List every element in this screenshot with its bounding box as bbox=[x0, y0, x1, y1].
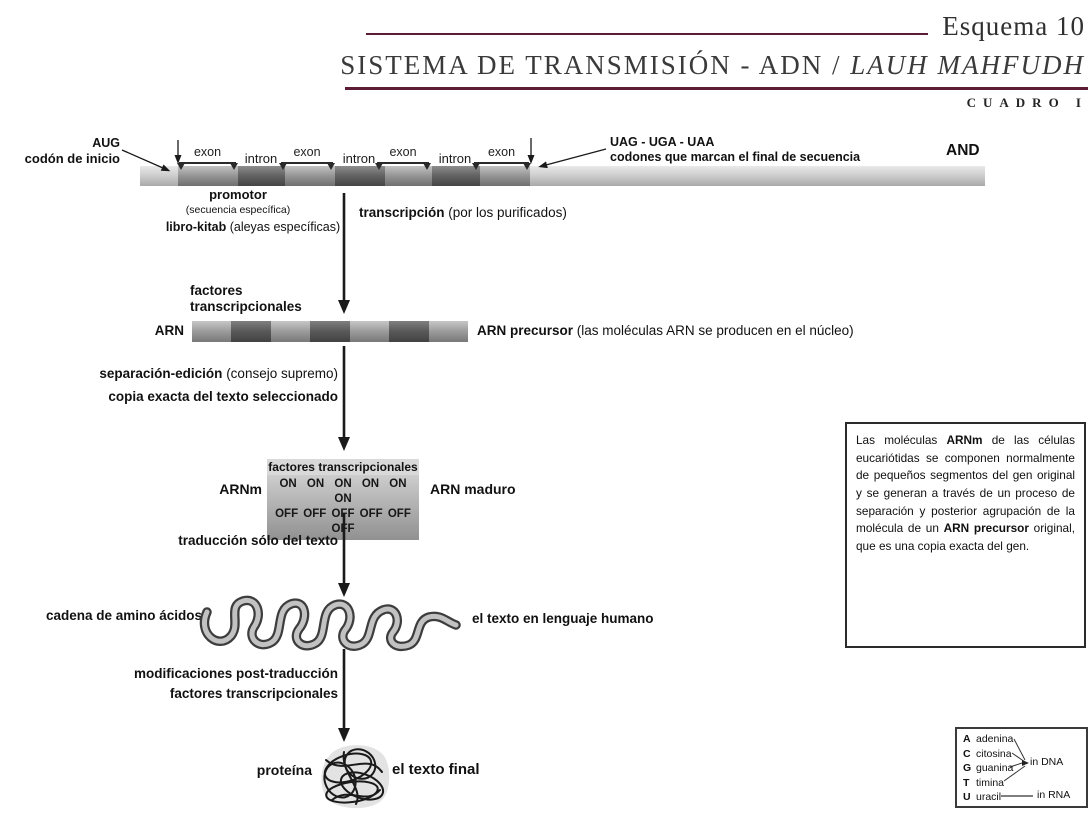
legend-row-citosina bbox=[963, 747, 1013, 762]
legend-name: guanina bbox=[976, 762, 1014, 774]
onoff-title: factores transcripcionales bbox=[268, 460, 418, 474]
promotor-label: promotor bbox=[209, 187, 267, 202]
final-text-label: el texto final bbox=[392, 761, 480, 778]
libro-kitab-label bbox=[150, 220, 356, 234]
separacion-line bbox=[30, 366, 338, 381]
header-rule-bottom bbox=[345, 87, 1088, 90]
codones-final-label: codones que marcan el final de secuencia bbox=[610, 150, 861, 164]
page-title-italic: LAUH MAHFUDH bbox=[850, 50, 1085, 80]
in-dna-label: in DNA bbox=[1030, 756, 1064, 768]
dna-segment-lead bbox=[140, 166, 178, 186]
legend-row-timina bbox=[963, 776, 1013, 791]
protein-label: proteína bbox=[256, 762, 312, 778]
on-row: ON ON ON ON ON ON bbox=[279, 478, 407, 505]
schema-number: Esquema 10 bbox=[942, 11, 1085, 41]
infobox-seg1: Las moléculas bbox=[856, 433, 947, 447]
libro-kitab-rest: (aleyas específicas) bbox=[226, 220, 341, 234]
legend-name: citosina bbox=[976, 747, 1012, 760]
stop-codon-callout bbox=[610, 135, 860, 165]
human-language-label: el texto en lenguaje humano bbox=[472, 611, 654, 626]
dna-segment-exon-1 bbox=[178, 166, 238, 186]
legend-letter: A bbox=[963, 733, 971, 745]
arn-maduro-label: ARN maduro bbox=[430, 481, 516, 497]
triangle-down-icon bbox=[177, 163, 185, 170]
arn-segment bbox=[389, 321, 429, 342]
off-row: OFF OFF OFF OFF OFF OFF bbox=[275, 508, 411, 535]
dna-segment-tail bbox=[530, 166, 985, 186]
arn-precursor-label bbox=[477, 323, 854, 338]
start-codon-callout bbox=[6, 136, 120, 166]
legend-row-adenina bbox=[963, 732, 1013, 747]
legend-row-guanina bbox=[963, 761, 1013, 776]
legend-row-uracil bbox=[963, 790, 1013, 805]
libro-kitab-bold: libro-kitab bbox=[165, 220, 227, 234]
legend-letter: G bbox=[963, 762, 972, 774]
transcription-factors-callout bbox=[190, 283, 302, 315]
legend-letter: C bbox=[963, 747, 971, 760]
triangle-down-icon bbox=[523, 163, 531, 170]
arn-label: ARN bbox=[154, 323, 184, 338]
infobox-seg4: ARN precursor bbox=[943, 521, 1029, 536]
promotor-sub-label: (secuencia específica) bbox=[185, 204, 291, 216]
protein-blob bbox=[319, 743, 389, 808]
precursor-bold: ARN precursor bbox=[477, 323, 574, 338]
arn-segment bbox=[429, 321, 468, 342]
infobox-seg2: ARNm bbox=[946, 433, 983, 447]
in-rna-label: in RNA bbox=[1037, 789, 1071, 801]
arn-segment bbox=[231, 321, 271, 342]
onoff-box bbox=[267, 459, 419, 540]
exon-marker-4 bbox=[474, 145, 529, 164]
header-rule-top bbox=[366, 33, 928, 35]
amino-chain-squiggle bbox=[204, 600, 456, 646]
uag-pointer-arrow bbox=[546, 149, 606, 165]
promoter-callout bbox=[168, 188, 308, 217]
legend-name: uracil bbox=[976, 791, 1002, 803]
onoff-body bbox=[267, 475, 419, 540]
arn-segment bbox=[192, 321, 231, 342]
arnm-info-box bbox=[845, 422, 1086, 648]
factores-line2: transcripcionales bbox=[190, 299, 302, 314]
infobox-seg5: original, que es una copia exacta del gen. bbox=[856, 521, 1075, 554]
exon-marker-1 bbox=[179, 145, 236, 164]
codon-inicio-label: codón de inicio bbox=[24, 151, 120, 166]
arn-segment bbox=[310, 321, 350, 342]
exon-label: exon bbox=[389, 145, 417, 159]
separacion-rest: (consejo supremo) bbox=[222, 366, 338, 381]
post-translation-callout bbox=[50, 666, 338, 701]
page-title bbox=[340, 50, 1085, 81]
nucleotide-legend-box bbox=[955, 727, 1088, 808]
exon-label: exon bbox=[487, 145, 516, 159]
transcription-step-label bbox=[359, 205, 567, 220]
in-dna-arrowhead-icon bbox=[1022, 760, 1029, 766]
separacion-bold: separación-edición bbox=[99, 366, 223, 381]
splicing-step-callout bbox=[30, 366, 338, 404]
arn-precursor-bar bbox=[192, 321, 468, 342]
legend-letter: T bbox=[963, 776, 970, 789]
dna-segment-intron-1 bbox=[238, 166, 285, 186]
dna-bar bbox=[140, 166, 985, 186]
amino-chain-label: cadena de amino ácidos bbox=[45, 608, 202, 623]
legend-rows bbox=[963, 732, 1013, 805]
precursor-rest: (las moléculas ARN se producen en el núcleo) bbox=[573, 323, 854, 338]
translation-step-label: traducción sólo del texto bbox=[178, 533, 338, 548]
exon-label: exon bbox=[293, 145, 321, 159]
intron-label-1: intron bbox=[244, 151, 278, 166]
arn-segment bbox=[350, 321, 389, 342]
arnm-label: ARNm bbox=[219, 481, 262, 497]
exon-marker-3 bbox=[377, 145, 429, 164]
copia-exacta-label: copia exacta del texto seleccionado bbox=[108, 389, 338, 404]
modificaciones-label: modificaciones post-traducción bbox=[133, 666, 338, 681]
exon-label: exon bbox=[193, 145, 222, 159]
factores-trans-label: factores transcripcionales bbox=[169, 686, 338, 701]
transcripcion-rest: (por los purificados) bbox=[444, 205, 567, 220]
intron-label-2: intron bbox=[342, 151, 376, 166]
uag-label: UAG - UGA - UAA bbox=[610, 135, 715, 149]
arn-segment bbox=[271, 321, 310, 342]
exon-marker-2 bbox=[281, 145, 333, 164]
intron-label-3: intron bbox=[438, 151, 472, 166]
page-title-main: SISTEMA DE TRANSMISIÓN - ADN / bbox=[340, 50, 851, 80]
aug-label: AUG bbox=[92, 136, 120, 150]
transcripcion-bold: transcripción bbox=[359, 205, 445, 220]
factores-line1: factores bbox=[190, 283, 243, 298]
legend-name: timina bbox=[976, 776, 1005, 789]
and-label: AND bbox=[946, 142, 980, 159]
legend-letter: U bbox=[963, 791, 971, 803]
legend-name: adenina bbox=[976, 733, 1014, 745]
cuadro-label: CUADRO I bbox=[966, 95, 1088, 110]
infobox-seg3: de las células eucariótidas se componen normalmente de pequeños segmentos del gen original y se generan a través de un proceso de separación y posterior agrupación de la molécula de un bbox=[856, 433, 1075, 536]
